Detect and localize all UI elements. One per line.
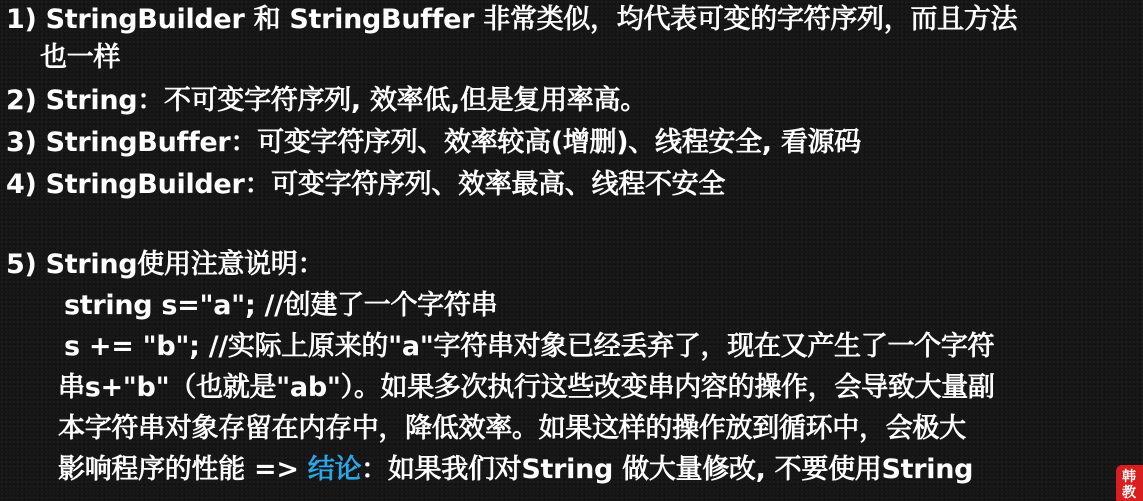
point-1-line-2: 也一样	[40, 42, 121, 73]
explanation-line-2: 本字符串对象存留在内存中，降低效率。如果这样的操作放到循环中，会极大	[58, 413, 966, 444]
point-2: 2) String：不可变字符序列, 效率低,但是复用率高。	[6, 85, 647, 116]
watermark-logo	[1116, 465, 1143, 501]
point-5-heading: 5) String使用注意说明：	[6, 249, 325, 280]
conclusion-text: ：如果我们对String 做大量修改, 不要使用String	[361, 454, 974, 485]
code-line-1: string s="a"; //创建了一个字符串	[64, 290, 498, 321]
point-3: 3) StringBuffer：可变字符序列、效率较高(增删)、线程安全, 看源码	[6, 127, 861, 158]
explanation-line-1: 串s+"b"（也就是"ab"）。如果多次执行这些改变串内容的操作，会导致大量副	[58, 372, 995, 403]
logo-char-top: 韩	[1122, 469, 1136, 485]
conclusion-prefix: 影响程序的性能 =>	[58, 454, 308, 485]
conclusion-label: 结论	[307, 454, 362, 485]
point-4: 4) StringBuilder：可变字符序列、效率最高、线程不安全	[6, 169, 726, 200]
point-1-line-1: 1) StringBuilder 和 StringBuffer 非常类似，均代表可变的字符序列，而且方法	[6, 4, 1018, 35]
logo-char-bottom: 教	[1122, 485, 1136, 501]
conclusion-line	[58, 452, 973, 488]
code-line-2: s += "b"; //实际上原来的"a"字符串对象已经丢弃了，现在又产生了一个字符	[64, 331, 995, 362]
